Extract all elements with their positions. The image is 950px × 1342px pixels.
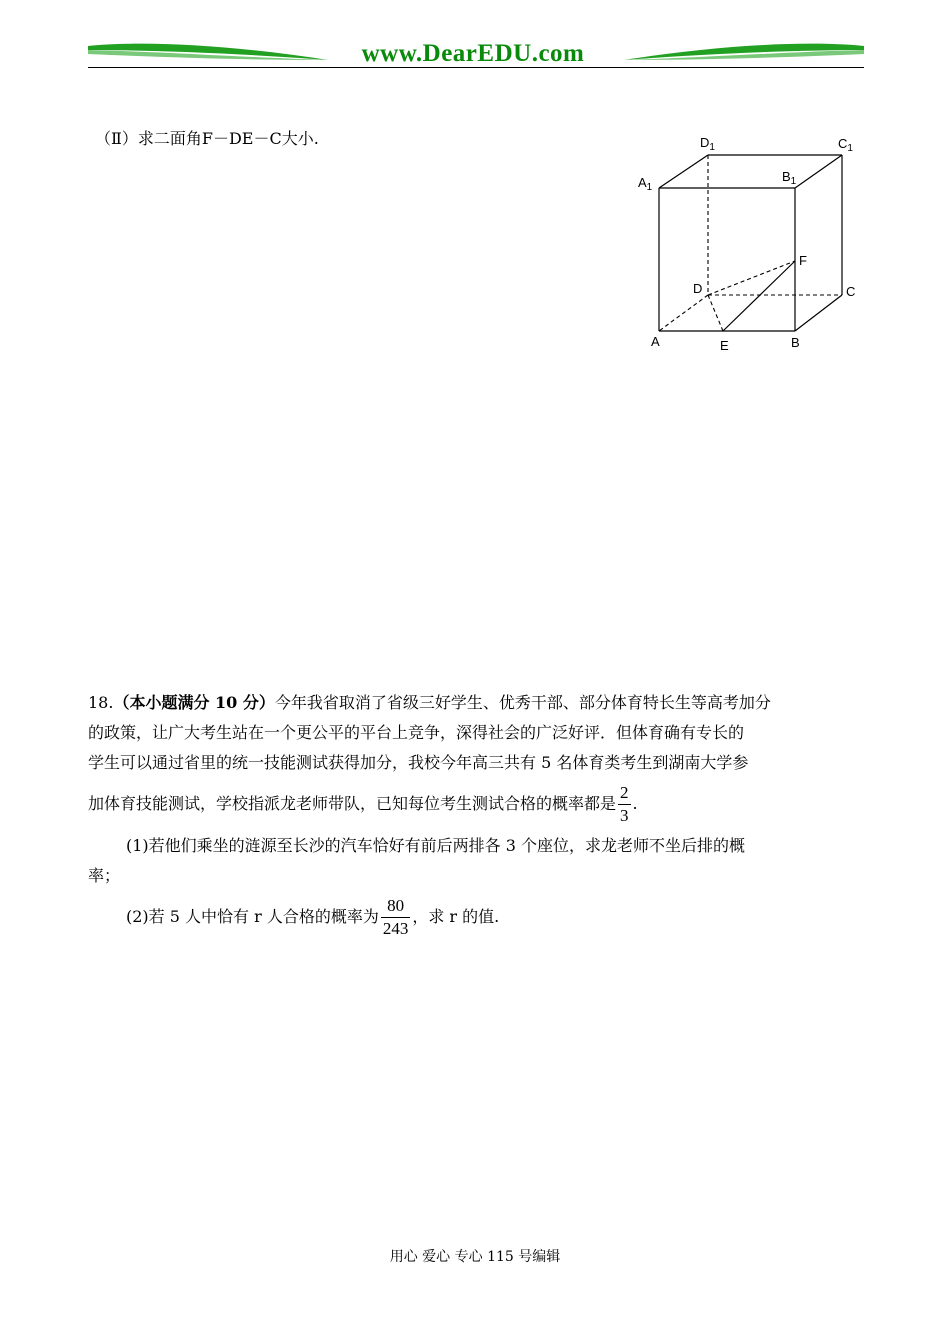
site-logo-text: www.DearEDU.com [361,40,585,67]
q18-points: （本小题满分 10 分） [113,693,275,712]
q18-part2 [88,895,864,940]
question-part-ii: （Ⅱ）求二面角F－DE－C大小. [95,129,319,148]
cube-diagram [630,128,870,358]
q18-line-3: 学生可以通过省里的统一技能测试获得加分，我校今年高三共有 5 名体育类考生到湖南大学参 [88,753,749,772]
hidden-edge-d-a [659,295,708,331]
q18-number: 18. [88,693,114,712]
q18-line4-text: 加体育技能测试，学校指派龙老师带队，已知每位考生测试合格的概率都是 [88,794,617,813]
q18-part1-line2: 率； [88,866,121,885]
label-a1: $A_1$ [638,175,653,193]
fraction-numerator: 80 [381,895,411,918]
edge-c1-b1 [795,155,842,188]
fraction-80-243 [381,895,411,940]
label-f: F [799,253,807,268]
label-c1: $C_1$ [838,136,853,154]
q18-part2-text: (2)若 5 人中恰有 r 人合格的概率为 [126,907,379,926]
q18-line-2: 的政策，让广大考生站在一个更公平的平台上竞争，深得社会的广泛好评．但体育确有专长的 [88,723,745,742]
hidden-segment-d-e [708,295,723,331]
q18-line1-text: 今年我省取消了省级三好学生、优秀干部、部分体育特长生等高考加分 [274,693,771,712]
fraction-two-thirds [618,782,631,827]
q18-part2-end: ，求 r 的值. [412,907,500,926]
hidden-segment-d-f [708,261,795,295]
q18-line-4 [88,782,864,827]
label-a: A [651,334,660,349]
q18-line-1 [88,688,864,718]
fraction-denominator: 243 [382,919,409,938]
label-d: D [693,281,703,296]
edge-c-b [795,295,842,331]
q18-part1-line1: (1)若他们乘坐的涟源至长沙的汽车恰好有前后两排各 3 个座位，求龙老师不坐后排的概 [126,836,746,855]
page-footer: 用心 爱心 专心 115 号编辑 [389,1249,561,1265]
header-divider [88,67,864,68]
q18-line4-end: . [632,794,638,813]
edge-a1-d1 [659,155,708,188]
label-b: B [791,335,800,350]
label-e: E [720,338,729,353]
cube-figure [630,128,870,358]
question-18 [88,688,864,940]
label-d1: $D_1$ [700,135,715,153]
fraction-denominator: 3 [620,806,629,825]
label-c: C [846,284,856,299]
segment-e-f [723,261,795,331]
label-b1: $B_1$ [782,169,797,187]
fraction-numerator: 2 [618,782,631,805]
